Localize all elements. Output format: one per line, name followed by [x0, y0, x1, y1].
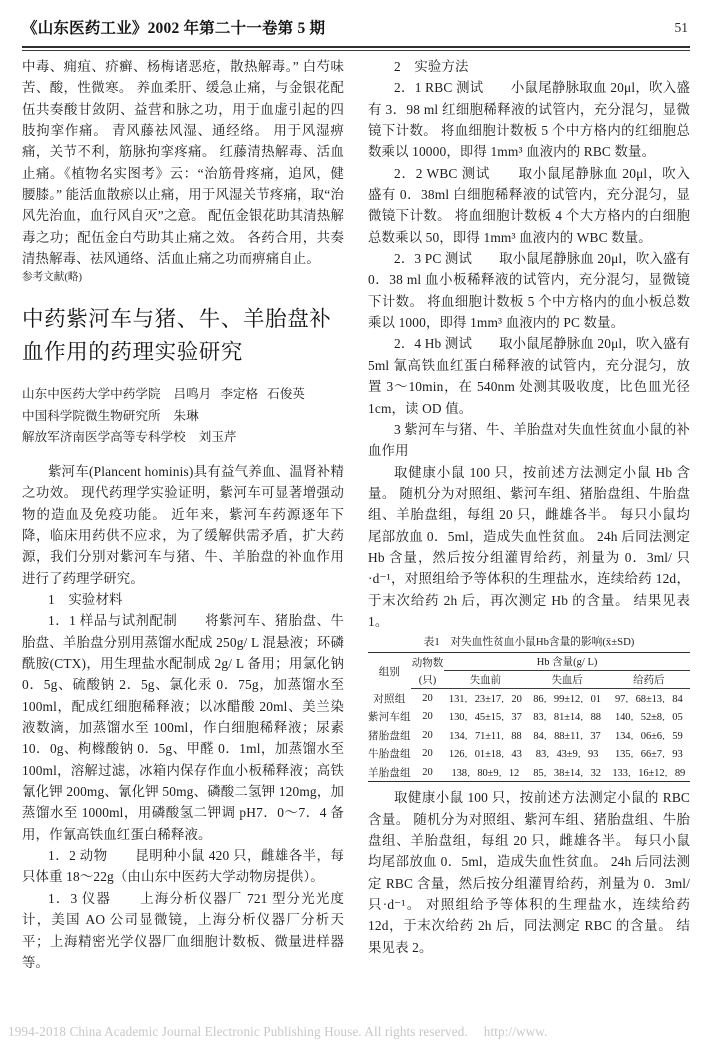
- author-name: 石俊英: [267, 387, 305, 402]
- after-table-paragraph: 取健康小鼠 100 只，按前述方法测定小鼠的 RBC 含量。 随机分为对照组、紫河车组、猪胎盘组、牛胎盘组、羊胎盘组，每组 20 只，雌雄各半。 每只小鼠均尾部放血 0．5ml，造成失血性贫血。 24h 后同法测定 RBC 含量，然后按分组灌胃给药，剂量为 0．3ml/ 只·d⁻¹。 对照组给予等体积的生理盐水，连续给药 12d，于末次给药 2h 后，同法测定 RBC 的含量。 结果见表 2。: [368, 790, 690, 955]
- cell-after-bleed: 84．88±11．37: [533, 730, 601, 742]
- section-2-2-paragraph: 2．2 WBC 测试 取小鼠尾静脉血 20μl，吹入盛有 0．38ml 白细胞稀释液的试管内，充分混匀，显微镜下计数。 将血细胞计数板 4 个大方格内的白细胞总数乘以 50，即得 1mm³ 血液内的 WBC 数量。: [368, 165, 690, 245]
- cell-after-drug: 134．06±6．59: [614, 730, 683, 742]
- cell-after-drug: 140．52±8．05: [614, 712, 683, 724]
- watermark-url: http://www.: [483, 1024, 548, 1039]
- author-name: 刘玉芹: [198, 430, 237, 445]
- cell-before-bleed: 131．23±17．20: [448, 693, 522, 705]
- table-row: [368, 726, 690, 745]
- table-header-row-2: [368, 671, 690, 689]
- table-row: [368, 707, 690, 726]
- copyright-text: 1994-2018 China Academic Journal Electronic Publishing House. All rights reserved.: [8, 1024, 468, 1039]
- author-name: 李定格: [220, 387, 259, 402]
- running-head: [22, 16, 690, 50]
- cell-group: 对照组: [373, 693, 406, 705]
- cell-group: 紫河车组: [368, 712, 411, 724]
- right-column: [368, 56, 690, 958]
- table-1: [368, 652, 690, 782]
- cell-n: 20: [422, 692, 433, 704]
- table-1-caption: 表1 对失血性贫血小鼠Hb含量的影响(x̄±SD): [423, 636, 635, 649]
- section-3-paragraph: 取健康小鼠 100 只，按前述方法测定小鼠 Hb 含量。 随机分为对照组、紫河车组、猪胎盘组、牛胎盘组、羊胎盘组，每组 20 只，雌雄各半。 每只小鼠均尾部放血 0．5ml，造成失血性贫血。 24h 后同法测定 Hb 含量，然后按分组灌胃给药，剂量为 0．3ml/ 只·d⁻¹，对照组给予等体积的生理盐水，连续给药 12d，于末次给药 2h 后，再次测定 Hb 的含量。 结果见表 1。: [368, 464, 690, 629]
- table-row: [368, 689, 690, 708]
- previous-article-body: 中毒、痈疽、疥癣、杨梅诸恶疮，散热解毒。” 白芍味苦、酸，性微寒。 养血柔肝、缓急止痛，与金银花配伍共奏酸甘敛阴、益营和脉之功，用于血虚引起的四肢拘挛作痛。 青风藤祛风湿、通经络。 用于风湿痹痛，关节不利，筋脉拘挛疼痛。 红藤清热解毒、活血止痛。《植物名实图考》云：“治筋骨疼痛，追风，健腰膝。” 能活血散瘀以止痛，用于风湿关节疼痛，取“治风先治血，血行风自灭”之意。 配伍金银花助其清热解毒之功；配伍金白芍助其止痛之效。 各药合用，共奏清热解毒、祛风通络、活血止痛之功而痹痛自止。: [22, 59, 344, 267]
- header-divider: [22, 46, 690, 51]
- table-body: [368, 689, 690, 782]
- cell-before-bleed: 134．71±11．88: [449, 730, 522, 742]
- affiliation-line-1: [22, 384, 344, 406]
- affiliation-line-2: [22, 406, 344, 428]
- cell-n: 20: [422, 729, 433, 741]
- cell-after-bleed: 83．43±9．93: [535, 749, 599, 761]
- affiliation-institution: 山东中医药大学中药学院: [22, 387, 161, 402]
- column-header-group: 组别: [368, 653, 411, 689]
- left-column: [22, 56, 344, 973]
- section-1-2-paragraph: 1．2 动物 昆明种小鼠 420 只，雌雄各半，每只体重 18～22g（由山东中医药大学动物房提供）。: [22, 848, 344, 885]
- table-header-row-1: [368, 653, 690, 671]
- spacer: [22, 449, 344, 461]
- cell-n: 20: [411, 763, 444, 782]
- affiliation-institution: 解放军济南医学高等专科学校: [22, 430, 186, 445]
- cell-group: 牛胎盘组: [368, 749, 411, 761]
- cell-group: 羊胎盘组: [368, 763, 411, 782]
- section-1-3-paragraph: 1．3 仪器 上海分析仪器厂 721 型分光光度计，美国 AO 公司显微镜，上海分析仪器厂分析天平；上海精密光学仪器厂血细胞计数板、微量进样器等。: [22, 890, 344, 970]
- cell-n: 20: [422, 711, 433, 723]
- references-label: 参考文献(略): [22, 272, 83, 284]
- section-3-heading: 3 紫河车与猪、牛、羊胎盘对失血性贫血小鼠的补血作用: [368, 421, 690, 459]
- column-header-after-drug: 给药后: [608, 671, 690, 689]
- table-header: [368, 653, 690, 689]
- column-header-after-bleed: 失血后: [527, 671, 608, 689]
- cell-before-bleed: 126．01±18．43: [448, 749, 522, 761]
- column-header-n-unit: (只): [411, 671, 444, 689]
- cell-after-drug: 97．68±13．84: [614, 693, 683, 705]
- abstract-paragraph: 紫河车(Plancent hominis)具有益气养血、温肾补精之功效。 现代药理学实验证明，紫河车可显著增强动物的造血及免疫功能。 近年来，紫河车药源逐年下降，临床用药供不应求，为了缓解供需矛盾，扩大药源，我们分别对紫河车与猪、牛、羊胎盘的补血作用进行了药理学研究。: [22, 463, 344, 586]
- affiliation-institution: 中国科学院微生物研究所: [22, 408, 161, 423]
- author-name: 朱琳: [173, 408, 199, 423]
- section-2-3-paragraph: 2．3 PC 测试 取小鼠尾静脉血 20μl，吹入盛有 0．38 ml 血小板稀释液的试管内，充分混匀，显微镜下计数。 将血细胞计数板 5 个中方格内的血小板总数乘以 1000，即得 1mm³ 血液内的 PC 数量。: [368, 251, 690, 331]
- affiliation-line-3: [22, 427, 344, 449]
- cell-after-drug: 135．66±7．93: [614, 749, 683, 761]
- author-name: 吕鸣月: [173, 387, 212, 402]
- journal-issue-title: 《山东医药工业》2002 年第二十一卷第 5 期: [22, 20, 326, 37]
- table-row: [368, 763, 690, 782]
- section-2-heading: 2 实验方法: [394, 59, 469, 74]
- cnki-watermark: [8, 1023, 712, 1040]
- column-header-n: 动物数: [411, 653, 444, 671]
- cell-after-bleed: 83．81±14．88: [533, 712, 601, 724]
- column-header-before-bleed: 失血前: [444, 671, 526, 689]
- section-2-1-paragraph: 2．1 RBC 测试 小鼠尾静脉取血 20μl，吹入盛有 3．98 ml 红细胞稀释液的试管内，充分混匀，显微镜下计数。 将血细胞计数板 5 个中方格内的红细胞总数乘以 10000，即得 1mm³ 血液内的 RBC 数量。: [368, 80, 690, 160]
- section-2-4-paragraph: 2．4 Hb 测试 取小鼠尾静脉血 20μl，吹入盛有 5ml 氰高铁血红蛋白稀释液的试管内，充分混匀，放置 3～10min，在 540nm 处测其吸收度，比色皿光径 1cm，读 OD 值。: [368, 336, 690, 416]
- section-1-1-paragraph: 1．1 样品与试剂配制 将紫河车、猪胎盘、牛胎盘、羊胎盘分别用蒸馏水配成 250g/ L 混悬液；环磷酰胺(CTX)，用生理盐水配制成 2g/ L 备用；用氯化钠 0．5g、硫酸钠 2．5g、氯化汞 0．75g，加蒸馏水至 100ml，配成红细胞稀释液；以冰醋酸 20ml、美兰染液数滴，加蒸馏水至 100ml，作白细胞稀释液；尿素 10．0g、枸橼酸钠 0．5g、甲醛 0．1ml，加蒸馏水至 100ml，溶解过滤，冰箱内保存作血小板稀释液；高铁氰化钾 200mg、氰化钾 50mg、磷酸二氢钾 120mg，加蒸馏水至 1000ml，用磷酸氢二钾调 pH7．0～7．4 备用，作氰高铁血红蛋白稀释液。: [22, 613, 344, 842]
- section-1-heading: 1 实验材料: [48, 592, 123, 607]
- cell-before-bleed: 130．45±15．37: [448, 712, 522, 724]
- cell-after-bleed: 85．38±14．32: [527, 763, 608, 782]
- table-row: [368, 745, 690, 764]
- cell-after-drug: 133．16±12．89: [608, 763, 690, 782]
- article-title: 中药紫河车与猪、牛、羊胎盘补血作用的药理实验研究: [22, 307, 332, 365]
- cell-n: 20: [422, 748, 433, 760]
- cell-after-bleed: 86．99±12．01: [533, 693, 601, 705]
- cell-before-bleed: 138．80±9．12: [444, 763, 526, 782]
- cell-group: 猪胎盘组: [368, 730, 411, 742]
- column-header-hb-content: Hb 含量(g/ L): [444, 653, 690, 671]
- page-number: 51: [674, 20, 688, 35]
